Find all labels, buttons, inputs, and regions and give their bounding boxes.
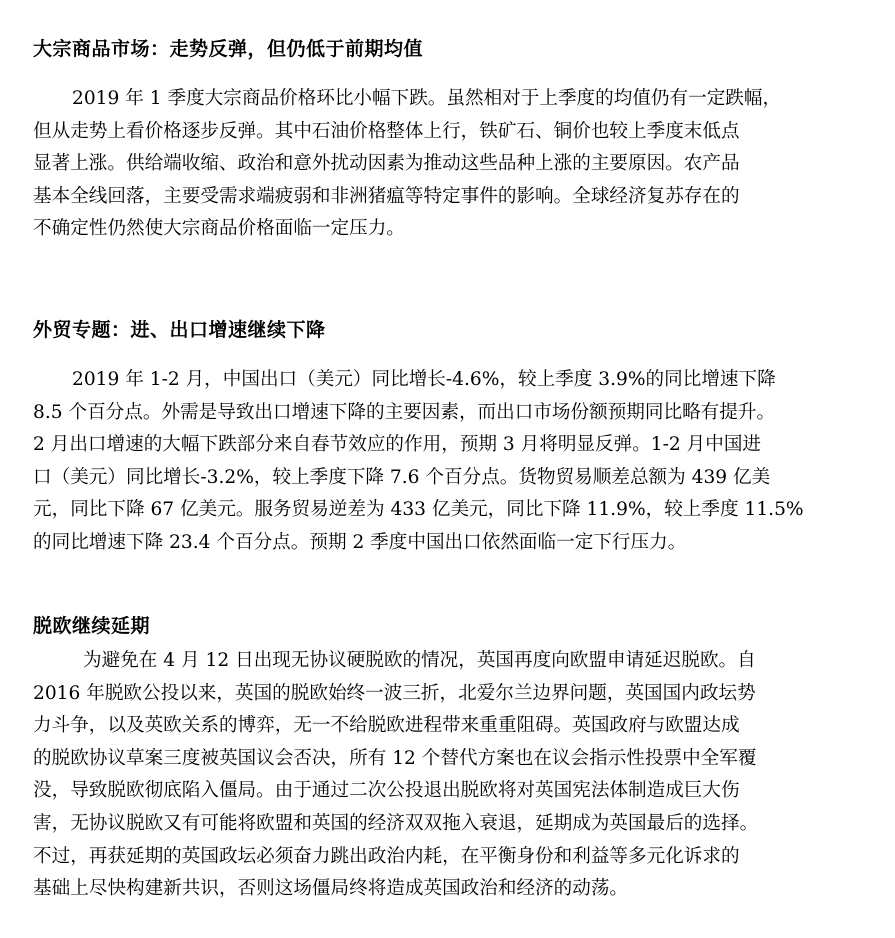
paragraph-line: 基础上尽快构建新共识，否则这场僵局终将造成英国政治和经济的动荡。	[33, 878, 629, 900]
paragraph-line: 2019 年 1 季度大宗商品价格环比小幅下跌。虽然相对于上季度的均值仍有一定跌幅，	[72, 88, 782, 109]
paragraph-line: 不确定性仍然使大宗商品价格面临一定压力。	[33, 218, 405, 240]
paragraph-line: 显著上涨。供给端收缩、政治和意外扰动因素为推动这些品种上涨的主要原因。农产品	[33, 153, 740, 175]
section-heading-trade: 外贸专题：进、出口增速继续下降	[33, 319, 326, 341]
paragraph-line: 基本全线回落，主要受需求端疲弱和非洲猪瘟等特定事件的影响。全球经济复苏存在的	[33, 185, 740, 207]
paragraph-line: 元，同比下降 67 亿美元。服务贸易逆差为 433 亿美元，同比下降 11.9%，较上季度 11.5%	[33, 499, 804, 521]
paragraph-line: 不过，再获延期的英国政坛必须奋力跳出政治内耗，在平衡身份和利益等多元化诉求的	[33, 845, 740, 867]
paragraph-line: 力斗争，以及英欧关系的博弈，无一不给脱欧进程带来重重阻碍。英国政府与欧盟达成	[33, 715, 740, 737]
section-heading-commodities: 大宗商品市场：走势反弹，但仍低于前期均值	[33, 38, 424, 60]
section-heading-brexit: 脱欧继续延期	[33, 615, 151, 637]
paragraph-line: 8.5 个百分点。外需是导致出口增速下降的主要因素，而出口市场份额预期同比略有提升。	[33, 401, 776, 423]
paragraph-trade	[33, 364, 859, 560]
paragraph-line: 的同比增速下降 23.4 个百分点。预期 2 季度中国出口依然面临一定下行压力。	[33, 531, 687, 553]
paragraph-line: 没，导致脱欧彻底陷入僵局。由于通过二次公投退出脱欧将对英国宪法体制造成巨大伤	[33, 780, 740, 802]
paragraph-line: 害，无协议脱欧又有可能将欧盟和英国的经济双双拖入衰退，延期成为英国最后的选择。	[33, 812, 759, 834]
paragraph-line: 2016 年脱欧公投以来，英国的脱欧始终一波三折，北爱尔兰边界问题，英国国内政坛势	[33, 682, 756, 704]
paragraph-commodities	[33, 83, 859, 246]
paragraph-line: 2 月出口增速的大幅下跌部分来自春节效应的作用，预期 3 月将明显反弹。1-2 月中国进	[33, 434, 762, 456]
paragraph-line: 为避免在 4 月 12 日出现无协议硬脱欧的情况，英国再度向欧盟申请延迟脱欧。自	[83, 650, 756, 671]
paragraph-brexit	[33, 645, 859, 906]
paragraph-line: 的脱欧协议草案三度被英国议会否决，所有 12 个替代方案也在议会指示性投票中全军覆	[33, 747, 757, 769]
paragraph-line: 2019 年 1-2 月，中国出口（美元）同比增长-4.6%，较上季度 3.9%的同比增速下降	[72, 369, 776, 390]
paragraph-line: 但从走势上看价格逐步反弹。其中石油价格整体上行，铁矿石、铜价也较上季度末低点	[33, 120, 740, 142]
paragraph-line: 口（美元）同比增长-3.2%，较上季度下降 7.6 个百分点。货物贸易顺差总额为 439 亿美	[33, 466, 771, 488]
